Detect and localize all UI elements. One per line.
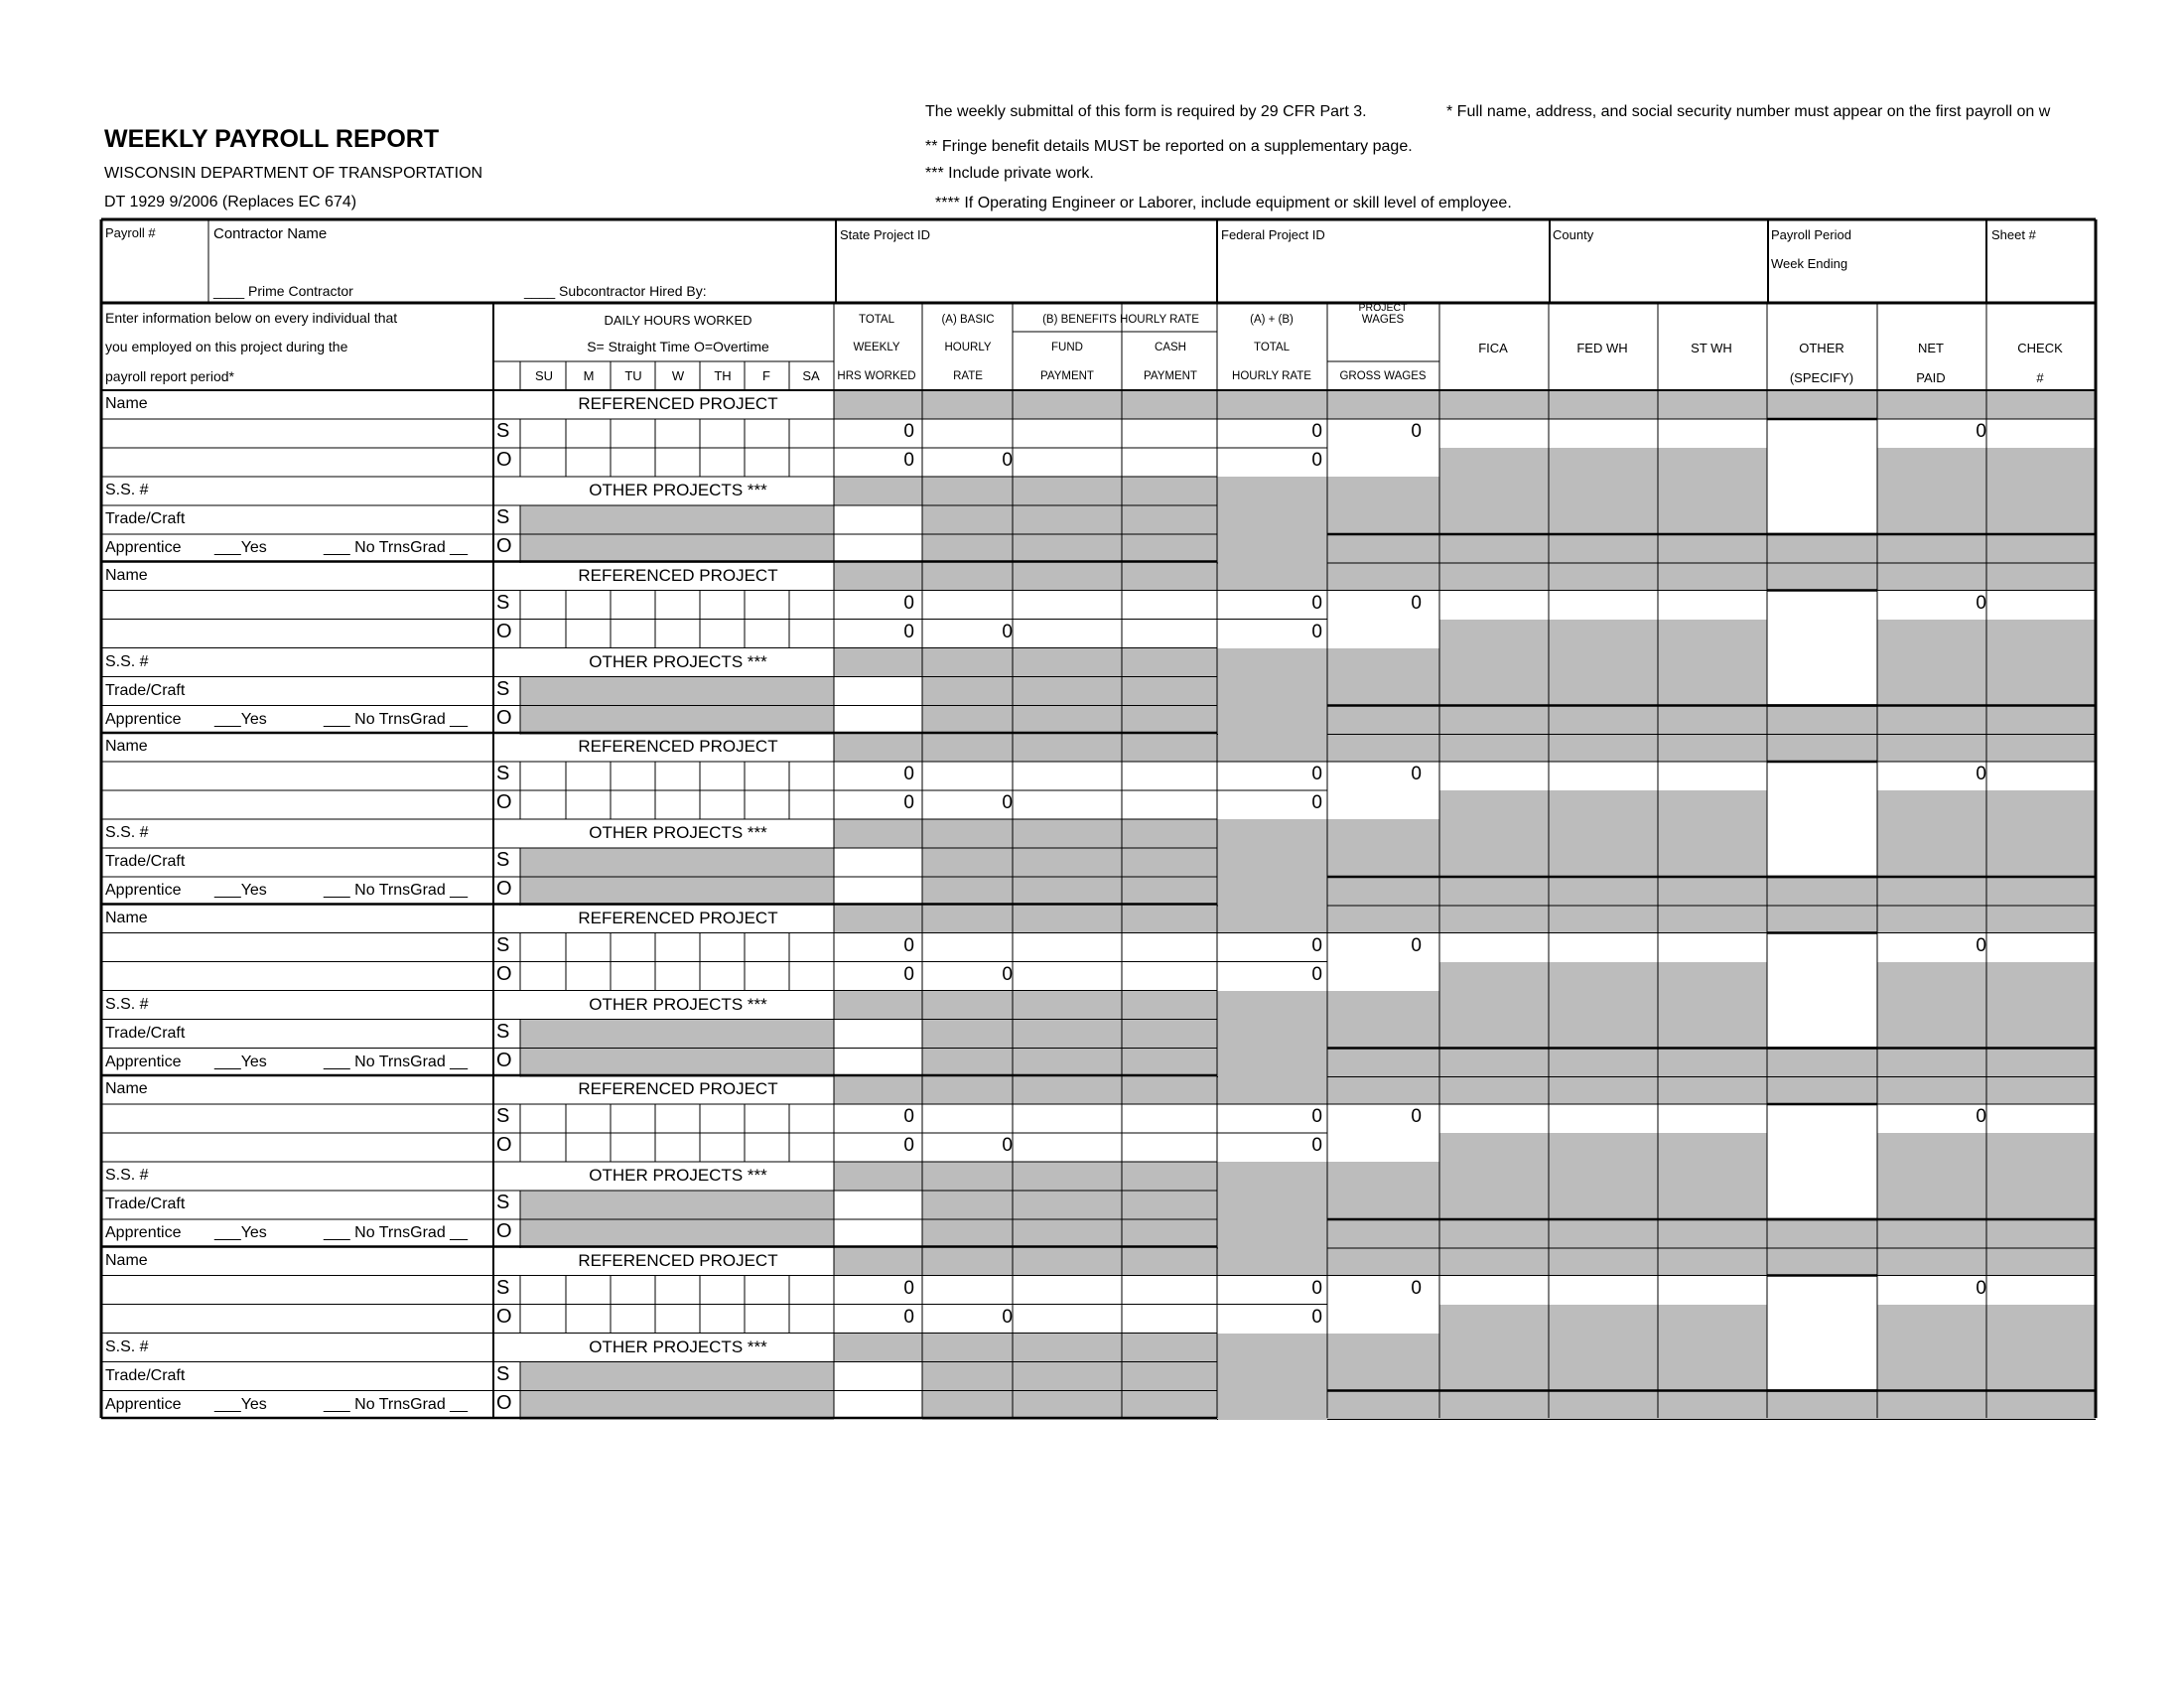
overtime-rate: 0 <box>1002 792 1013 813</box>
referenced-project-label: REFERENCED PROJECT <box>578 908 778 927</box>
overtime-rate: 0 <box>1002 1135 1013 1156</box>
net-paid-header-2: PAID <box>1916 370 1946 385</box>
other-header-2: (SPECIFY) <box>1789 370 1854 385</box>
total-weekly-header-3: HRS WORKED <box>837 370 916 382</box>
payroll-period-label: Payroll Period <box>1771 227 1851 242</box>
gross-wages-value: 0 <box>1411 934 1422 956</box>
net-paid-value: 0 <box>1976 421 1986 442</box>
apprentice-yes-option: ___Yes <box>214 882 267 899</box>
state-project-id-label: State Project ID <box>840 227 931 242</box>
ssn-label: S.S. # <box>105 995 149 1013</box>
total-hourly-overtime: 0 <box>1311 792 1322 813</box>
total-hours-straight: 0 <box>903 764 914 784</box>
total-hourly-header-1: (A) + (B) <box>1250 314 1294 326</box>
overtime-marker: O <box>496 1134 512 1156</box>
total-hours-overtime: 0 <box>903 450 914 471</box>
overtime-marker: O <box>496 1220 512 1242</box>
employee-name-label: Name <box>105 738 148 755</box>
net-paid-value: 0 <box>1976 1106 1986 1127</box>
project-wages-header-2: WAGES <box>1361 314 1405 326</box>
note-full-name: * Full name, address, and social security number must appear on the first payroll on w <box>1446 103 2051 120</box>
total-hours-straight: 0 <box>903 1106 914 1127</box>
instruction-line-1: Enter information below on every individual that <box>105 310 398 326</box>
overtime-marker: O <box>496 1049 512 1071</box>
check-header-2: # <box>2036 370 2044 385</box>
form-title: WEEKLY PAYROLL REPORT <box>104 125 440 153</box>
apprentice-no-trnsgrad-option: ___ No TrnsGrad __ <box>324 710 468 728</box>
overtime-marker: O <box>496 706 512 729</box>
total-hours-overtime: 0 <box>903 963 914 985</box>
straight-time-marker: S <box>496 763 510 784</box>
other-projects-label: OTHER PROJECTS *** <box>589 1166 767 1185</box>
contractor-name-label: Contractor Name <box>213 225 328 242</box>
fund-payment-header-1: FUND <box>1051 342 1083 353</box>
other-projects-label: OTHER PROJECTS *** <box>589 823 767 842</box>
straight-time-marker: S <box>496 1105 510 1127</box>
trade-craft-label: Trade/Craft <box>105 510 186 527</box>
apprentice-label: Apprentice <box>105 882 182 899</box>
straight-time-marker: S <box>496 1362 510 1385</box>
cash-payment-header-1: CASH <box>1155 342 1186 353</box>
overtime-marker: O <box>496 1305 512 1328</box>
total-hours-straight: 0 <box>903 1277 914 1299</box>
ssn-label: S.S. # <box>105 1337 149 1355</box>
referenced-project-label: REFERENCED PROJECT <box>578 394 778 413</box>
day-f: F <box>762 368 770 383</box>
total-hourly-header-3: HOURLY RATE <box>1232 370 1311 382</box>
employee-name-label: Name <box>105 1251 148 1269</box>
total-hourly-straight: 0 <box>1311 934 1322 956</box>
apprentice-no-trnsgrad-option: ___ No TrnsGrad __ <box>324 882 468 899</box>
form-id: DT 1929 9/2006 (Replaces EC 674) <box>104 194 357 211</box>
day-th: TH <box>714 368 732 383</box>
apprentice-label: Apprentice <box>105 1224 182 1241</box>
benefits-header: (B) BENEFITS HOURLY RATE <box>1042 314 1199 326</box>
sheet-number-label: Sheet # <box>1991 227 2036 242</box>
net-paid-value: 0 <box>1976 934 1986 956</box>
day-w: W <box>671 368 685 383</box>
fica-header: FICA <box>1478 341 1508 355</box>
apprentice-no-trnsgrad-option: ___ No TrnsGrad __ <box>324 1224 468 1241</box>
employee-name-label: Name <box>105 395 148 412</box>
total-hours-overtime: 0 <box>903 1306 914 1328</box>
county-label: County <box>1553 227 1594 242</box>
trade-craft-label: Trade/Craft <box>105 681 186 699</box>
fund-payment-header-2: PAYMENT <box>1040 370 1094 382</box>
week-ending-label: Week Ending <box>1771 256 1848 271</box>
overtime-marker: O <box>496 620 512 642</box>
trade-craft-label: Trade/Craft <box>105 1024 186 1042</box>
referenced-project-label: REFERENCED PROJECT <box>578 737 778 756</box>
net-paid-header-1: NET <box>1918 341 1944 355</box>
overtime-rate: 0 <box>1002 621 1013 642</box>
instruction-line-2: you employed on this project during the <box>105 339 348 354</box>
total-hourly-straight: 0 <box>1311 1106 1322 1127</box>
day-m: M <box>583 368 595 383</box>
trade-craft-label: Trade/Craft <box>105 1366 186 1384</box>
basic-hourly-header-2: HOURLY <box>944 342 992 353</box>
note-fringe: ** Fringe benefit details MUST be reported on a supplementary page. <box>925 138 1413 155</box>
net-paid-value: 0 <box>1976 764 1986 784</box>
total-hourly-header-2: TOTAL <box>1254 342 1290 353</box>
gross-wages-value: 0 <box>1411 592 1422 614</box>
total-hours-straight: 0 <box>903 934 914 956</box>
basic-hourly-header-3: RATE <box>953 370 983 382</box>
straight-time-marker: S <box>496 420 510 442</box>
other-header-1: OTHER <box>1799 341 1844 355</box>
net-paid-value: 0 <box>1976 1277 1986 1299</box>
st-wh-header: ST WH <box>1691 341 1732 355</box>
other-projects-label: OTHER PROJECTS *** <box>589 1336 767 1356</box>
day-sa: SA <box>802 368 820 383</box>
total-hourly-straight: 0 <box>1311 592 1322 614</box>
department-name: WISCONSIN DEPARTMENT OF TRANSPORTATION <box>104 165 483 182</box>
total-hourly-overtime: 0 <box>1311 1306 1322 1328</box>
straight-time-marker: S <box>496 506 510 528</box>
apprentice-yes-option: ___Yes <box>214 1395 267 1413</box>
ssn-label: S.S. # <box>105 482 149 498</box>
overtime-rate: 0 <box>1002 963 1013 985</box>
apprentice-yes-option: ___Yes <box>214 539 267 556</box>
apprentice-label: Apprentice <box>105 539 182 556</box>
overtime-rate: 0 <box>1002 450 1013 471</box>
overtime-marker: O <box>496 878 512 900</box>
check-header-1: CHECK <box>2017 341 2063 355</box>
total-hourly-overtime: 0 <box>1311 621 1322 642</box>
total-hourly-overtime: 0 <box>1311 450 1322 471</box>
referenced-project-label: REFERENCED PROJECT <box>578 1250 778 1270</box>
cash-payment-header-2: PAYMENT <box>1144 370 1197 382</box>
ssn-label: S.S. # <box>105 1167 149 1184</box>
apprentice-label: Apprentice <box>105 1395 182 1413</box>
subcontractor-label: ____ Subcontractor Hired By: <box>524 283 707 299</box>
overtime-marker: O <box>496 535 512 557</box>
straight-time-marker: S <box>496 677 510 700</box>
other-projects-label: OTHER PROJECTS *** <box>589 994 767 1014</box>
straight-time-marker: S <box>496 1020 510 1043</box>
total-hourly-overtime: 0 <box>1311 1135 1322 1156</box>
payroll-number-label: Payroll # <box>105 225 156 240</box>
overtime-marker: O <box>496 1391 512 1414</box>
project-wages-header-1: PROJECT <box>1358 302 1408 314</box>
gross-wages-value: 0 <box>1411 764 1422 784</box>
note-operating-engineer: **** If Operating Engineer or Laborer, include equipment or skill level of employee. <box>935 195 1512 211</box>
overtime-marker: O <box>496 449 512 471</box>
apprentice-yes-option: ___Yes <box>214 1053 267 1070</box>
instruction-line-3: payroll report period* <box>105 368 234 384</box>
overtime-marker: O <box>496 962 512 985</box>
straight-time-marker: S <box>496 591 510 614</box>
total-hourly-straight: 0 <box>1311 764 1322 784</box>
total-hours-overtime: 0 <box>903 792 914 813</box>
straight-overtime-legend: S= Straight Time O=Overtime <box>587 339 769 354</box>
ssn-label: S.S. # <box>105 652 149 670</box>
total-hourly-straight: 0 <box>1311 421 1322 442</box>
total-hours-overtime: 0 <box>903 621 914 642</box>
day-su: SU <box>534 368 554 383</box>
total-hours-straight: 0 <box>903 592 914 614</box>
basic-hourly-header-1: (A) BASIC <box>941 314 995 326</box>
total-weekly-header-1: TOTAL <box>859 314 894 326</box>
total-hours-straight: 0 <box>903 421 914 442</box>
apprentice-no-trnsgrad-option: ___ No TrnsGrad __ <box>324 539 468 556</box>
fed-wh-header: FED WH <box>1576 341 1628 355</box>
daily-hours-header: DAILY HOURS WORKED <box>604 313 752 328</box>
net-paid-value: 0 <box>1976 592 1986 614</box>
straight-time-marker: S <box>496 933 510 956</box>
prime-contractor-label: ____ Prime Contractor <box>213 283 353 299</box>
total-weekly-header-2: WEEKLY <box>853 342 900 353</box>
gross-wages-value: 0 <box>1411 1106 1422 1127</box>
straight-time-marker: S <box>496 1192 510 1213</box>
other-projects-label: OTHER PROJECTS *** <box>589 651 767 671</box>
federal-project-id-label: Federal Project ID <box>1221 227 1325 242</box>
apprentice-yes-option: ___Yes <box>214 1224 267 1241</box>
total-hourly-straight: 0 <box>1311 1277 1322 1299</box>
ssn-label: S.S. # <box>105 824 149 841</box>
trade-craft-label: Trade/Craft <box>105 853 186 870</box>
gross-wages-header: GROSS WAGES <box>1339 370 1427 382</box>
overtime-marker: O <box>496 791 512 813</box>
referenced-project-label: REFERENCED PROJECT <box>578 565 778 585</box>
employee-name-label: Name <box>105 566 148 584</box>
apprentice-label: Apprentice <box>105 1053 182 1070</box>
apprentice-no-trnsgrad-option: ___ No TrnsGrad __ <box>324 1395 468 1413</box>
gross-wages-value: 0 <box>1411 421 1422 442</box>
employee-name-label: Name <box>105 1080 148 1097</box>
apprentice-no-trnsgrad-option: ___ No TrnsGrad __ <box>324 1053 468 1070</box>
straight-time-marker: S <box>496 849 510 871</box>
gross-wages-value: 0 <box>1411 1277 1422 1299</box>
total-hours-overtime: 0 <box>903 1135 914 1156</box>
note-private-work: *** Include private work. <box>925 165 1094 182</box>
note-cfr: The weekly submittal of this form is required by 29 CFR Part 3. <box>925 103 1367 120</box>
apprentice-yes-option: ___Yes <box>214 710 267 728</box>
total-hourly-overtime: 0 <box>1311 963 1322 985</box>
referenced-project-label: REFERENCED PROJECT <box>578 1079 778 1098</box>
trade-craft-label: Trade/Craft <box>105 1196 186 1212</box>
apprentice-label: Apprentice <box>105 710 182 728</box>
other-projects-label: OTHER PROJECTS *** <box>589 481 767 499</box>
overtime-rate: 0 <box>1002 1306 1013 1328</box>
employee-name-label: Name <box>105 909 148 926</box>
straight-time-marker: S <box>496 1276 510 1299</box>
day-tu: TU <box>624 368 642 383</box>
